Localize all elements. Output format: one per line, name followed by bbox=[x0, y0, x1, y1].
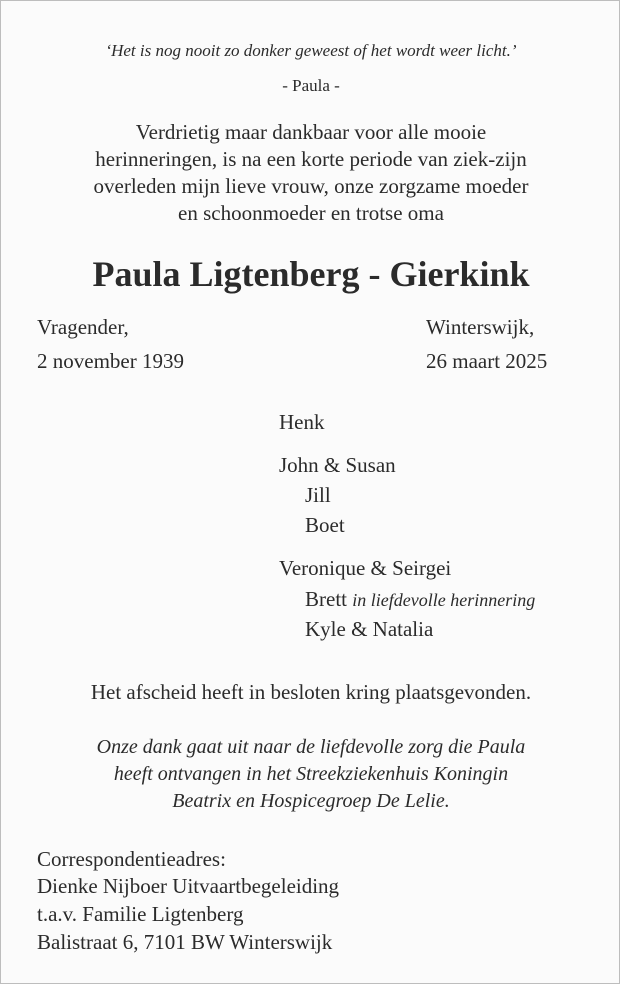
family-grandchild: Kyle & Natalia bbox=[305, 617, 434, 641]
intro-line: en schoonmoeder en trotse oma bbox=[178, 201, 444, 225]
correspondence-label: Correspondentieadres: bbox=[37, 847, 226, 871]
opening-quote: ‘Het is nog nooit zo donker geweest of het wordt weer licht.’ bbox=[105, 41, 517, 60]
farewell-notice: Het afscheid heeft in besloten kring plaatsgevonden. bbox=[90, 680, 532, 704]
grandchild-name: Brett bbox=[305, 587, 347, 611]
family-child-2: Veronique & Seirgei bbox=[279, 556, 452, 580]
memorial-note: in liefdevolle herinnering bbox=[352, 590, 536, 610]
intro-line: Verdrietig maar dankbaar voor alle mooie bbox=[135, 120, 487, 144]
family-grandchild-memorial bbox=[305, 587, 535, 612]
correspondence-line: Dienke Nijboer Uitvaartbegeleiding bbox=[37, 874, 340, 898]
thanks-line: Onze dank gaat uit naar de liefdevolle zorg die Paula bbox=[96, 736, 526, 758]
birth-place: Vragender, bbox=[37, 315, 129, 339]
thanks-text bbox=[1, 734, 620, 815]
quote-author: - Paula - bbox=[282, 76, 340, 95]
correspondence-line: Balistraat 6, 7101 BW Winterswijk bbox=[37, 930, 333, 954]
family-child-1: John & Susan bbox=[279, 453, 396, 477]
death-date: 26 maart 2025 bbox=[426, 349, 548, 373]
thanks-line: Beatrix en Hospicegroep De Lelie. bbox=[172, 790, 450, 812]
family-grandchild: Jill bbox=[305, 483, 331, 507]
birth-date: 2 november 1939 bbox=[37, 349, 184, 373]
deceased-name: Paula Ligtenberg - Gierkink bbox=[92, 254, 530, 294]
family-grandchild: Boet bbox=[305, 513, 345, 537]
intro-line: overleden mijn lieve vrouw, onze zorgzame moeder bbox=[93, 174, 529, 198]
intro-line: herinneringen, is na een korte periode van ziek-zijn bbox=[95, 147, 527, 171]
family-spouse: Henk bbox=[279, 410, 325, 434]
death-place: Winterswijk, bbox=[426, 315, 535, 339]
thanks-line: heeft ontvangen in het Streekziekenhuis Koningin bbox=[113, 763, 509, 785]
correspondence-line: t.a.v. Familie Ligtenberg bbox=[37, 902, 244, 926]
intro-text bbox=[1, 119, 620, 227]
